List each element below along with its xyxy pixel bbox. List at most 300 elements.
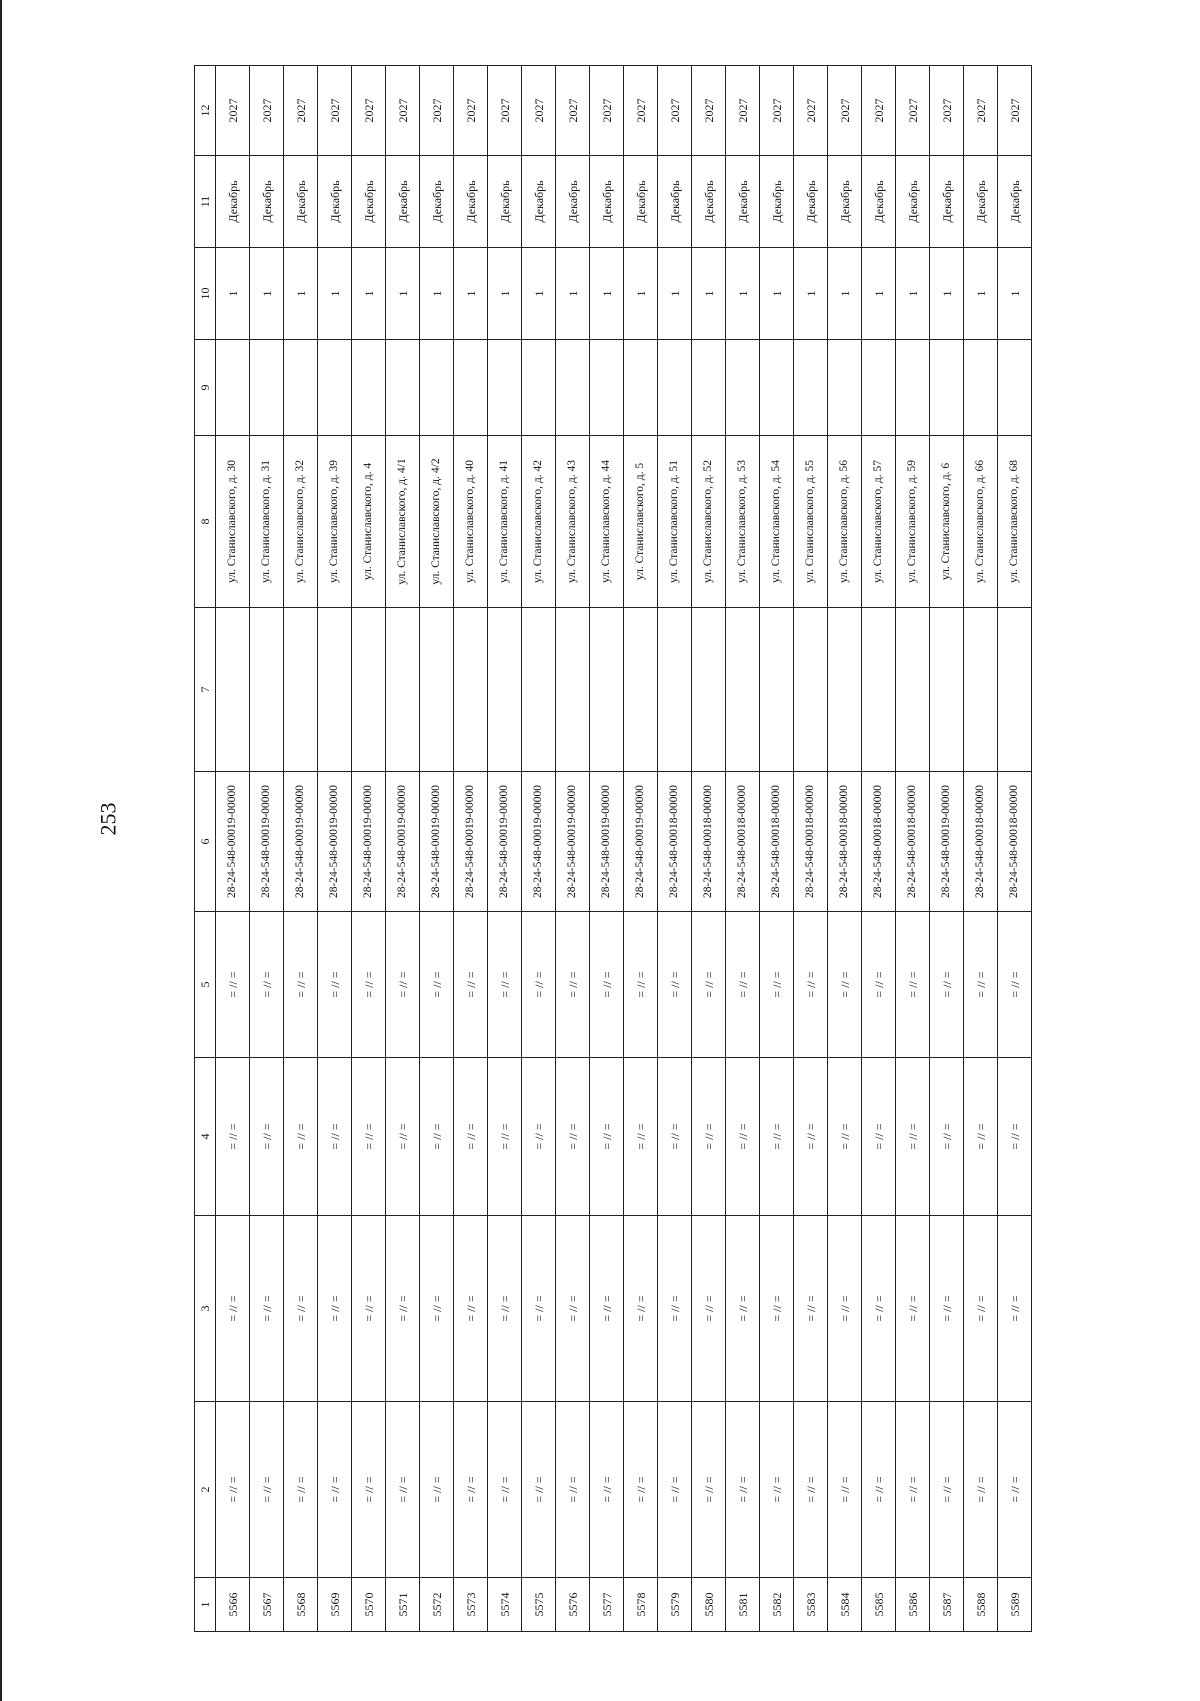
table-cell-col-2: = // = bbox=[454, 1402, 488, 1578]
table-cell-col-11: Декабрь bbox=[760, 156, 794, 248]
table-cell-col-10: 1 bbox=[692, 248, 726, 340]
page-number: 253 bbox=[95, 802, 121, 836]
table-cell-col-11: Декабрь bbox=[352, 156, 386, 248]
table-cell-col-4: = // = bbox=[522, 1058, 556, 1216]
table-cell-col-7 bbox=[216, 608, 250, 772]
table-cell-col-7 bbox=[250, 608, 284, 772]
table-cell-col-12: 2027 bbox=[692, 66, 726, 156]
table-cell-col-11: Декабрь bbox=[386, 156, 420, 248]
table-cell-col-11: Декабрь bbox=[658, 156, 692, 248]
table-cell-col-8: ул. Станиславского, д. 4/1 bbox=[386, 436, 420, 608]
table-cell-col-10: 1 bbox=[930, 248, 964, 340]
table-cell-col-11: Декабрь bbox=[216, 156, 250, 248]
table-cell-col-3: = // = bbox=[930, 1216, 964, 1402]
table-cell-col-6: 28-24-548-00018-00000 bbox=[862, 772, 896, 912]
table-cell-col-11: Декабрь bbox=[420, 156, 454, 248]
table-cell-col-1: 5568 bbox=[284, 1578, 318, 1632]
table-cell-col-8: ул. Станиславского, д. 57 bbox=[862, 436, 896, 608]
table-row bbox=[420, 66, 454, 1632]
table-cell-col-6: 28-24-548-00019-00000 bbox=[386, 772, 420, 912]
table-cell-col-7 bbox=[352, 608, 386, 772]
table-cell-col-5: = // = bbox=[250, 912, 284, 1058]
table-cell-col-1: 5587 bbox=[930, 1578, 964, 1632]
table-cell-col-11: Декабрь bbox=[964, 156, 998, 248]
table-cell-col-2: = // = bbox=[352, 1402, 386, 1578]
table-cell-col-3: = // = bbox=[420, 1216, 454, 1402]
table-cell-col-2: = // = bbox=[250, 1402, 284, 1578]
table-cell-col-12: 2027 bbox=[318, 66, 352, 156]
table-cell-col-7 bbox=[862, 608, 896, 772]
table-cell-col-10: 1 bbox=[896, 248, 930, 340]
table-cell-col-10: 1 bbox=[522, 248, 556, 340]
table-cell-col-12: 2027 bbox=[216, 66, 250, 156]
register-table bbox=[194, 65, 1032, 1632]
table-cell-col-3: = // = bbox=[454, 1216, 488, 1402]
table-cell-col-8: ул. Станиславского, д. 4 bbox=[352, 436, 386, 608]
table-cell-col-2: = // = bbox=[216, 1402, 250, 1578]
table-cell-col-6: 28-24-548-00019-00000 bbox=[454, 772, 488, 912]
table-cell-col-12: 2027 bbox=[454, 66, 488, 156]
table-cell-col-12: 2027 bbox=[284, 66, 318, 156]
table-cell-col-7 bbox=[522, 608, 556, 772]
table-cell-col-5: = // = bbox=[828, 912, 862, 1058]
table-cell-col-9 bbox=[760, 340, 794, 436]
table-cell-col-4: = // = bbox=[692, 1058, 726, 1216]
table-cell-col-1: 5579 bbox=[658, 1578, 692, 1632]
table-cell-col-2: = // = bbox=[896, 1402, 930, 1578]
table-cell-col-10: 1 bbox=[828, 248, 862, 340]
table-cell-col-10: 1 bbox=[488, 248, 522, 340]
table-cell-col-3: = // = bbox=[284, 1216, 318, 1402]
table-cell-col-4: = // = bbox=[658, 1058, 692, 1216]
table-cell-col-1: 5572 bbox=[420, 1578, 454, 1632]
table-cell-col-1: 5571 bbox=[386, 1578, 420, 1632]
table-cell-col-5: = // = bbox=[352, 912, 386, 1058]
table-cell-col-2: = // = bbox=[284, 1402, 318, 1578]
table-cell-col-6: 28-24-548-00018-00000 bbox=[658, 772, 692, 912]
table-cell-col-8: ул. Станиславского, д. 56 bbox=[828, 436, 862, 608]
table-cell-col-5: = // = bbox=[726, 912, 760, 1058]
table-cell-col-6: 28-24-548-00018-00000 bbox=[760, 772, 794, 912]
table-cell-col-1: 5583 bbox=[794, 1578, 828, 1632]
table-cell-col-4: = // = bbox=[862, 1058, 896, 1216]
table-cell-col-4: = // = bbox=[250, 1058, 284, 1216]
column-header-2: 2 bbox=[195, 1402, 216, 1578]
table-cell-col-4: = // = bbox=[284, 1058, 318, 1216]
table-cell-col-4: = // = bbox=[454, 1058, 488, 1216]
table-cell-col-9 bbox=[352, 340, 386, 436]
table-cell-col-4: = // = bbox=[726, 1058, 760, 1216]
table-cell-col-2: = // = bbox=[828, 1402, 862, 1578]
table-row bbox=[250, 66, 284, 1632]
table-cell-col-3: = // = bbox=[964, 1216, 998, 1402]
table-cell-col-2: = // = bbox=[318, 1402, 352, 1578]
table-row bbox=[318, 66, 352, 1632]
table-cell-col-3: = // = bbox=[624, 1216, 658, 1402]
table-cell-col-7 bbox=[930, 608, 964, 772]
table-cell-col-6: 28-24-548-00019-00000 bbox=[556, 772, 590, 912]
column-header-5: 5 bbox=[195, 912, 216, 1058]
table-cell-col-11: Декабрь bbox=[318, 156, 352, 248]
table-cell-col-8: ул. Станиславского, д. 30 bbox=[216, 436, 250, 608]
table-cell-col-8: ул. Станиславского, д. 66 bbox=[964, 436, 998, 608]
table-cell-col-11: Декабрь bbox=[828, 156, 862, 248]
table-cell-col-12: 2027 bbox=[862, 66, 896, 156]
table-cell-col-7 bbox=[488, 608, 522, 772]
table-cell-col-10: 1 bbox=[760, 248, 794, 340]
table-cell-col-10: 1 bbox=[624, 248, 658, 340]
table-cell-col-11: Декабрь bbox=[590, 156, 624, 248]
table-cell-col-3: = // = bbox=[386, 1216, 420, 1402]
table-row bbox=[216, 66, 250, 1632]
table-cell-col-7 bbox=[658, 608, 692, 772]
table-cell-col-5: = // = bbox=[930, 912, 964, 1058]
table-cell-col-4: = // = bbox=[556, 1058, 590, 1216]
table-cell-col-12: 2027 bbox=[998, 66, 1032, 156]
column-header-9: 9 bbox=[195, 340, 216, 436]
table-row bbox=[964, 66, 998, 1632]
table-cell-col-6: 28-24-548-00019-00000 bbox=[488, 772, 522, 912]
table-cell-col-8: ул. Станиславского, д. 51 bbox=[658, 436, 692, 608]
table-cell-col-5: = // = bbox=[794, 912, 828, 1058]
table-cell-col-9 bbox=[726, 340, 760, 436]
table-cell-col-1: 5581 bbox=[726, 1578, 760, 1632]
table-cell-col-7 bbox=[964, 608, 998, 772]
table-cell-col-1: 5586 bbox=[896, 1578, 930, 1632]
table-cell-col-7 bbox=[760, 608, 794, 772]
table-cell-col-4: = // = bbox=[794, 1058, 828, 1216]
page-edge-line bbox=[0, 0, 2, 1701]
table-cell-col-2: = // = bbox=[862, 1402, 896, 1578]
table-cell-col-7 bbox=[998, 608, 1032, 772]
table-cell-col-5: = // = bbox=[862, 912, 896, 1058]
table-cell-col-9 bbox=[964, 340, 998, 436]
column-header-12: 12 bbox=[195, 66, 216, 156]
table-row bbox=[726, 66, 760, 1632]
table-cell-col-10: 1 bbox=[284, 248, 318, 340]
table-row bbox=[454, 66, 488, 1632]
table-cell-col-4: = // = bbox=[828, 1058, 862, 1216]
table-cell-col-11: Декабрь bbox=[794, 156, 828, 248]
table-cell-col-3: = // = bbox=[250, 1216, 284, 1402]
table-cell-col-2: = // = bbox=[590, 1402, 624, 1578]
table-cell-col-9 bbox=[692, 340, 726, 436]
column-header-1: 1 bbox=[195, 1578, 216, 1632]
table-cell-col-5: = // = bbox=[896, 912, 930, 1058]
table-cell-col-8: ул. Станиславского, д. 39 bbox=[318, 436, 352, 608]
table-cell-col-2: = // = bbox=[998, 1402, 1032, 1578]
table-cell-col-12: 2027 bbox=[386, 66, 420, 156]
table-cell-col-4: = // = bbox=[318, 1058, 352, 1216]
table-cell-col-10: 1 bbox=[216, 248, 250, 340]
table-cell-col-2: = // = bbox=[658, 1402, 692, 1578]
table-cell-col-10: 1 bbox=[590, 248, 624, 340]
table-cell-col-7 bbox=[454, 608, 488, 772]
table-cell-col-5: = // = bbox=[454, 912, 488, 1058]
table-cell-col-1: 5585 bbox=[862, 1578, 896, 1632]
table-cell-col-6: 28-24-548-00019-00000 bbox=[420, 772, 454, 912]
table-cell-col-10: 1 bbox=[318, 248, 352, 340]
table-cell-col-10: 1 bbox=[794, 248, 828, 340]
table-cell-col-8: ул. Станиславского, д. 53 bbox=[726, 436, 760, 608]
table-row bbox=[556, 66, 590, 1632]
table-cell-col-9 bbox=[454, 340, 488, 436]
table-cell-col-7 bbox=[556, 608, 590, 772]
table-row bbox=[930, 66, 964, 1632]
table-cell-col-1: 5588 bbox=[964, 1578, 998, 1632]
table-cell-col-2: = // = bbox=[522, 1402, 556, 1578]
table-cell-col-6: 28-24-548-00019-00000 bbox=[216, 772, 250, 912]
table-cell-col-9 bbox=[828, 340, 862, 436]
table-cell-col-5: = // = bbox=[284, 912, 318, 1058]
table-cell-col-5: = // = bbox=[658, 912, 692, 1058]
table-cell-col-5: = // = bbox=[522, 912, 556, 1058]
table-cell-col-12: 2027 bbox=[522, 66, 556, 156]
table-cell-col-3: = // = bbox=[318, 1216, 352, 1402]
table-cell-col-3: = // = bbox=[998, 1216, 1032, 1402]
table-row bbox=[386, 66, 420, 1632]
table-cell-col-5: = // = bbox=[488, 912, 522, 1058]
table-cell-col-1: 5584 bbox=[828, 1578, 862, 1632]
table-cell-col-8: ул. Станиславского, д. 43 bbox=[556, 436, 590, 608]
table-cell-col-7 bbox=[896, 608, 930, 772]
table-cell-col-12: 2027 bbox=[624, 66, 658, 156]
table-cell-col-6: 28-24-548-00019-00000 bbox=[250, 772, 284, 912]
table-cell-col-2: = // = bbox=[794, 1402, 828, 1578]
table-cell-col-6: 28-24-548-00019-00000 bbox=[318, 772, 352, 912]
table-cell-col-10: 1 bbox=[998, 248, 1032, 340]
table-cell-col-8: ул. Станиславского, д. 5 bbox=[624, 436, 658, 608]
table-cell-col-3: = // = bbox=[488, 1216, 522, 1402]
table-cell-col-11: Декабрь bbox=[930, 156, 964, 248]
table-cell-col-9 bbox=[216, 340, 250, 436]
table-cell-col-1: 5573 bbox=[454, 1578, 488, 1632]
table-cell-col-2: = // = bbox=[556, 1402, 590, 1578]
table-cell-col-9 bbox=[556, 340, 590, 436]
table-cell-col-4: = // = bbox=[998, 1058, 1032, 1216]
table-cell-col-10: 1 bbox=[964, 248, 998, 340]
table-cell-col-3: = // = bbox=[726, 1216, 760, 1402]
table-row bbox=[862, 66, 896, 1632]
table-cell-col-8: ул. Станиславского, д. 41 bbox=[488, 436, 522, 608]
table-cell-col-10: 1 bbox=[352, 248, 386, 340]
table-cell-col-6: 28-24-548-00018-00000 bbox=[964, 772, 998, 912]
table-cell-col-8: ул. Станиславского, д. 54 bbox=[760, 436, 794, 608]
table-cell-col-1: 5582 bbox=[760, 1578, 794, 1632]
table-cell-col-11: Декабрь bbox=[998, 156, 1032, 248]
table-cell-col-7 bbox=[590, 608, 624, 772]
table-cell-col-12: 2027 bbox=[896, 66, 930, 156]
table-cell-col-7 bbox=[386, 608, 420, 772]
table-cell-col-10: 1 bbox=[386, 248, 420, 340]
table-cell-col-6: 28-24-548-00018-00000 bbox=[828, 772, 862, 912]
table-cell-col-2: = // = bbox=[930, 1402, 964, 1578]
table-cell-col-3: = // = bbox=[828, 1216, 862, 1402]
table-cell-col-9 bbox=[590, 340, 624, 436]
table-cell-col-1: 5574 bbox=[488, 1578, 522, 1632]
table-cell-col-11: Декабрь bbox=[624, 156, 658, 248]
table-row bbox=[522, 66, 556, 1632]
table-cell-col-10: 1 bbox=[726, 248, 760, 340]
table-cell-col-6: 28-24-548-00018-00000 bbox=[998, 772, 1032, 912]
table-cell-col-8: ул. Станиславского, д. 40 bbox=[454, 436, 488, 608]
table-cell-col-3: = // = bbox=[760, 1216, 794, 1402]
table-cell-col-12: 2027 bbox=[556, 66, 590, 156]
table-cell-col-9 bbox=[250, 340, 284, 436]
table-cell-col-1: 5569 bbox=[318, 1578, 352, 1632]
table-cell-col-11: Декабрь bbox=[250, 156, 284, 248]
table-cell-col-8: ул. Станиславского, д. 6 bbox=[930, 436, 964, 608]
table-cell-col-3: = // = bbox=[658, 1216, 692, 1402]
table-cell-col-3: = // = bbox=[522, 1216, 556, 1402]
table-cell-col-2: = // = bbox=[692, 1402, 726, 1578]
table-cell-col-1: 5577 bbox=[590, 1578, 624, 1632]
table-row bbox=[794, 66, 828, 1632]
table-cell-col-8: ул. Станиславского, д. 44 bbox=[590, 436, 624, 608]
table-cell-col-2: = // = bbox=[760, 1402, 794, 1578]
table-cell-col-4: = // = bbox=[930, 1058, 964, 1216]
table-cell-col-3: = // = bbox=[896, 1216, 930, 1402]
table-cell-col-4: = // = bbox=[590, 1058, 624, 1216]
table-cell-col-12: 2027 bbox=[352, 66, 386, 156]
table-cell-col-1: 5570 bbox=[352, 1578, 386, 1632]
column-header-10: 10 bbox=[195, 248, 216, 340]
table-cell-col-10: 1 bbox=[250, 248, 284, 340]
table-cell-col-6: 28-24-548-00019-00000 bbox=[522, 772, 556, 912]
table-cell-col-10: 1 bbox=[556, 248, 590, 340]
column-header-3: 3 bbox=[195, 1216, 216, 1402]
table-cell-col-12: 2027 bbox=[250, 66, 284, 156]
table-cell-col-11: Декабрь bbox=[454, 156, 488, 248]
table-cell-col-11: Декабрь bbox=[522, 156, 556, 248]
table-cell-col-8: ул. Станиславского, д. 55 bbox=[794, 436, 828, 608]
table-cell-col-7 bbox=[284, 608, 318, 772]
table-cell-col-4: = // = bbox=[386, 1058, 420, 1216]
table-cell-col-11: Декабрь bbox=[284, 156, 318, 248]
table-cell-col-4: = // = bbox=[624, 1058, 658, 1216]
table-cell-col-11: Декабрь bbox=[556, 156, 590, 248]
table-cell-col-7 bbox=[624, 608, 658, 772]
table-cell-col-8: ул. Станиславского, д. 31 bbox=[250, 436, 284, 608]
table-cell-col-4: = // = bbox=[964, 1058, 998, 1216]
table-row bbox=[692, 66, 726, 1632]
table-cell-col-8: ул. Станиславского, д. 42 bbox=[522, 436, 556, 608]
table-cell-col-12: 2027 bbox=[726, 66, 760, 156]
table-cell-col-5: = // = bbox=[590, 912, 624, 1058]
table-cell-col-10: 1 bbox=[454, 248, 488, 340]
table-cell-col-3: = // = bbox=[352, 1216, 386, 1402]
table-cell-col-2: = // = bbox=[964, 1402, 998, 1578]
table-cell-col-9 bbox=[998, 340, 1032, 436]
table-cell-col-9 bbox=[284, 340, 318, 436]
table-row bbox=[828, 66, 862, 1632]
table-row bbox=[488, 66, 522, 1632]
table-cell-col-6: 28-24-548-00019-00000 bbox=[624, 772, 658, 912]
table-cell-col-8: ул. Станиславского, д. 32 bbox=[284, 436, 318, 608]
table-cell-col-7 bbox=[794, 608, 828, 772]
table-container bbox=[194, 66, 1200, 1637]
table-cell-col-12: 2027 bbox=[420, 66, 454, 156]
table-cell-col-12: 2027 bbox=[658, 66, 692, 156]
table-cell-col-12: 2027 bbox=[794, 66, 828, 156]
table-cell-col-5: = // = bbox=[964, 912, 998, 1058]
column-header-4: 4 bbox=[195, 1058, 216, 1216]
table-cell-col-11: Декабрь bbox=[726, 156, 760, 248]
table-row bbox=[658, 66, 692, 1632]
table-cell-col-7 bbox=[828, 608, 862, 772]
table-cell-col-5: = // = bbox=[760, 912, 794, 1058]
table-cell-col-9 bbox=[930, 340, 964, 436]
table-cell-col-5: = // = bbox=[216, 912, 250, 1058]
table-cell-col-4: = // = bbox=[896, 1058, 930, 1216]
table-cell-col-11: Декабрь bbox=[488, 156, 522, 248]
column-header-6: 6 bbox=[195, 772, 216, 912]
table-cell-col-3: = // = bbox=[590, 1216, 624, 1402]
table-cell-col-3: = // = bbox=[692, 1216, 726, 1402]
table-cell-col-5: = // = bbox=[386, 912, 420, 1058]
table-cell-col-5: = // = bbox=[624, 912, 658, 1058]
table-cell-col-9 bbox=[658, 340, 692, 436]
column-header-7: 7 bbox=[195, 608, 216, 772]
table-cell-col-4: = // = bbox=[760, 1058, 794, 1216]
table-cell-col-12: 2027 bbox=[488, 66, 522, 156]
table-body bbox=[216, 66, 1032, 1632]
table-cell-col-3: = // = bbox=[556, 1216, 590, 1402]
table-cell-col-9 bbox=[624, 340, 658, 436]
table-cell-col-1: 5578 bbox=[624, 1578, 658, 1632]
table-cell-col-6: 28-24-548-00019-00000 bbox=[930, 772, 964, 912]
table-row bbox=[760, 66, 794, 1632]
table-cell-col-9 bbox=[420, 340, 454, 436]
table-cell-col-1: 5566 bbox=[216, 1578, 250, 1632]
table-cell-col-8: ул. Станиславского, д. 59 bbox=[896, 436, 930, 608]
table-cell-col-9 bbox=[386, 340, 420, 436]
table-cell-col-6: 28-24-548-00019-00000 bbox=[352, 772, 386, 912]
table-cell-col-9 bbox=[318, 340, 352, 436]
table-cell-col-9 bbox=[794, 340, 828, 436]
header-row bbox=[195, 66, 216, 1632]
table-cell-col-2: = // = bbox=[624, 1402, 658, 1578]
table-cell-col-1: 5576 bbox=[556, 1578, 590, 1632]
table-cell-col-6: 28-24-548-00018-00000 bbox=[692, 772, 726, 912]
table-cell-col-12: 2027 bbox=[964, 66, 998, 156]
table-row bbox=[624, 66, 658, 1632]
table-cell-col-6: 28-24-548-00019-00000 bbox=[590, 772, 624, 912]
table-cell-col-12: 2027 bbox=[930, 66, 964, 156]
table-cell-col-12: 2027 bbox=[590, 66, 624, 156]
table-cell-col-10: 1 bbox=[658, 248, 692, 340]
table-cell-col-7 bbox=[692, 608, 726, 772]
table-cell-col-7 bbox=[420, 608, 454, 772]
table-row bbox=[352, 66, 386, 1632]
table-cell-col-9 bbox=[522, 340, 556, 436]
table-cell-col-2: = // = bbox=[488, 1402, 522, 1578]
table-cell-col-7 bbox=[318, 608, 352, 772]
table-cell-col-5: = // = bbox=[420, 912, 454, 1058]
table-row bbox=[896, 66, 930, 1632]
table-row bbox=[284, 66, 318, 1632]
table-cell-col-11: Декабрь bbox=[862, 156, 896, 248]
table-cell-col-7 bbox=[726, 608, 760, 772]
table-cell-col-6: 28-24-548-00018-00000 bbox=[726, 772, 760, 912]
table-cell-col-3: = // = bbox=[216, 1216, 250, 1402]
table-cell-col-4: = // = bbox=[488, 1058, 522, 1216]
table-cell-col-1: 5589 bbox=[998, 1578, 1032, 1632]
table-cell-col-8: ул. Станиславского, д. 4/2 bbox=[420, 436, 454, 608]
table-cell-col-10: 1 bbox=[862, 248, 896, 340]
table-cell-col-4: = // = bbox=[352, 1058, 386, 1216]
table-cell-col-2: = // = bbox=[386, 1402, 420, 1578]
